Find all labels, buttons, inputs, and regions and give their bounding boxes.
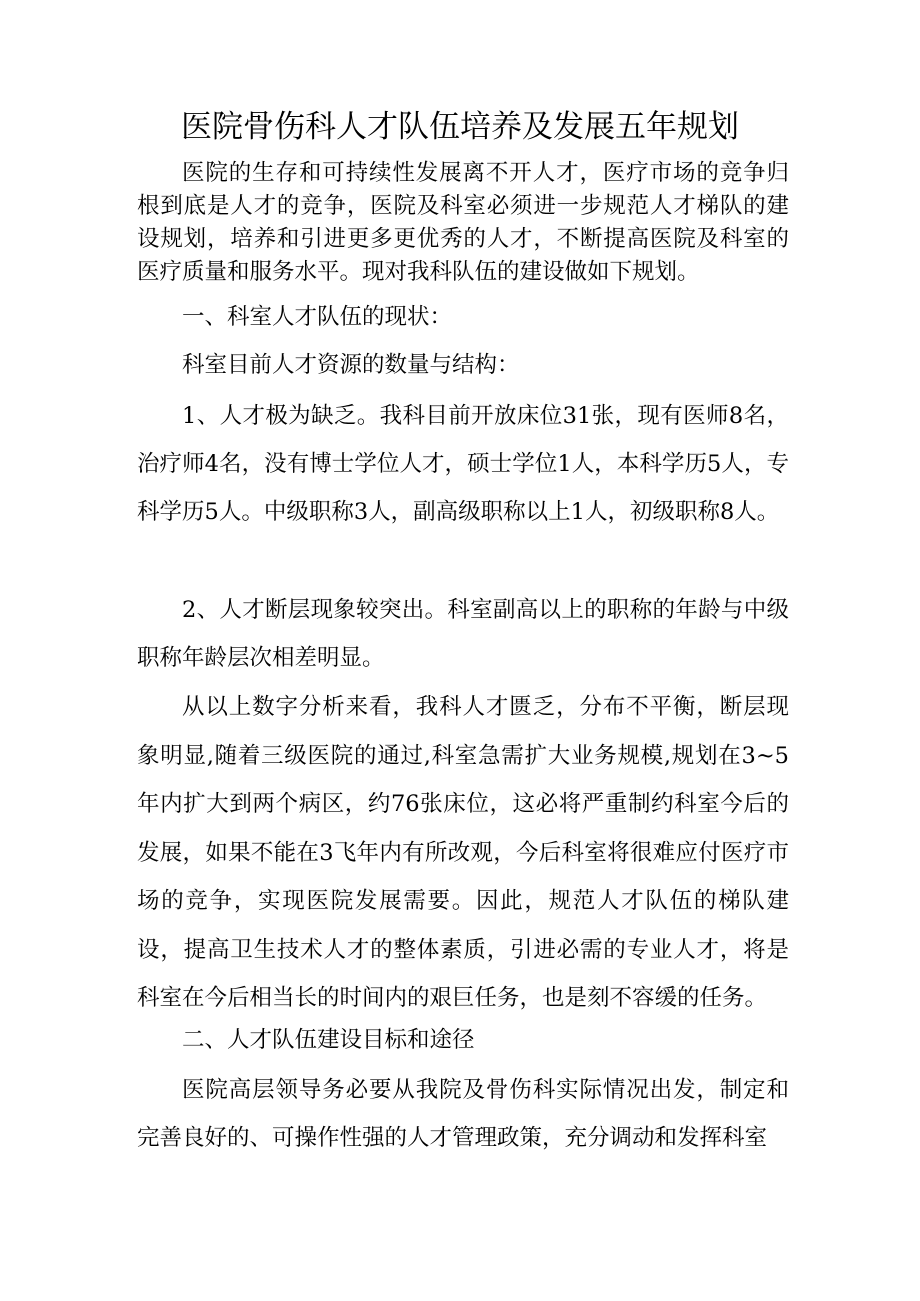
section-heading-goals: 二、人才队伍建设目标和途径 — [182, 1027, 475, 1053]
paragraph-talent-shortage: 1、人才极为缺乏。我科目前开放床位31张，现有医师8名，治疗师4名，没有博士学位人才，硕士学位1人，本科学历5人，专科学历5人。中级职称3人，副高级职称以上1人，初级职称8人。 — [137, 403, 789, 525]
section-heading-current-status: 一、科室人才队伍的现状： — [182, 304, 453, 330]
paragraph-intro: 医院的生存和可持续性发展离不开人才，医疗市场的竞争归根到底是人才的竞争，医院及科室必须进一步规范人才梯队的建设规划，培养和引进更多更优秀的人才，不断提高医院及科室的医疗质量和服务水平。现对我科队伍的建设做如下规划。 — [137, 160, 789, 285]
paragraph-leadership: 医院高层领导务必要从我院及骨伤科实际情况出发，制定和完善良好的、可操作性强的人才管理政策，充分调动和发挥科室 — [137, 1077, 789, 1151]
paragraph-analysis: 从以上数字分析来看，我科人才匮乏，分布不平衡，断层现象明显,随着三级医院的通过,科室急需扩大业务规模,规划在3~5年内扩大到两个病区，约76张床位，这必将严重制约科室今后的发展，如果不能在3飞年内有所改观，今后科室将很难应付医疗市场的竞争，实现医院发展需要。因此，规范人才队伍的梯队建设，提高卫生技术人才的整体素质，引进必需的专业人才，将是科室在今后相当长的时间内的艰巨任务，也是刻不容缓的任务。 — [137, 694, 789, 1011]
paragraph-talent-gap: 2、人才断层现象较突出。科室副高以上的职称的年龄与中级职称年龄层次相差明显。 — [137, 597, 789, 671]
document-title: 医院骨伤科人才队伍培养及发展五年规划 — [181, 109, 739, 145]
paragraph-resources-heading: 科室目前人才资源的数量与结构： — [182, 352, 520, 378]
